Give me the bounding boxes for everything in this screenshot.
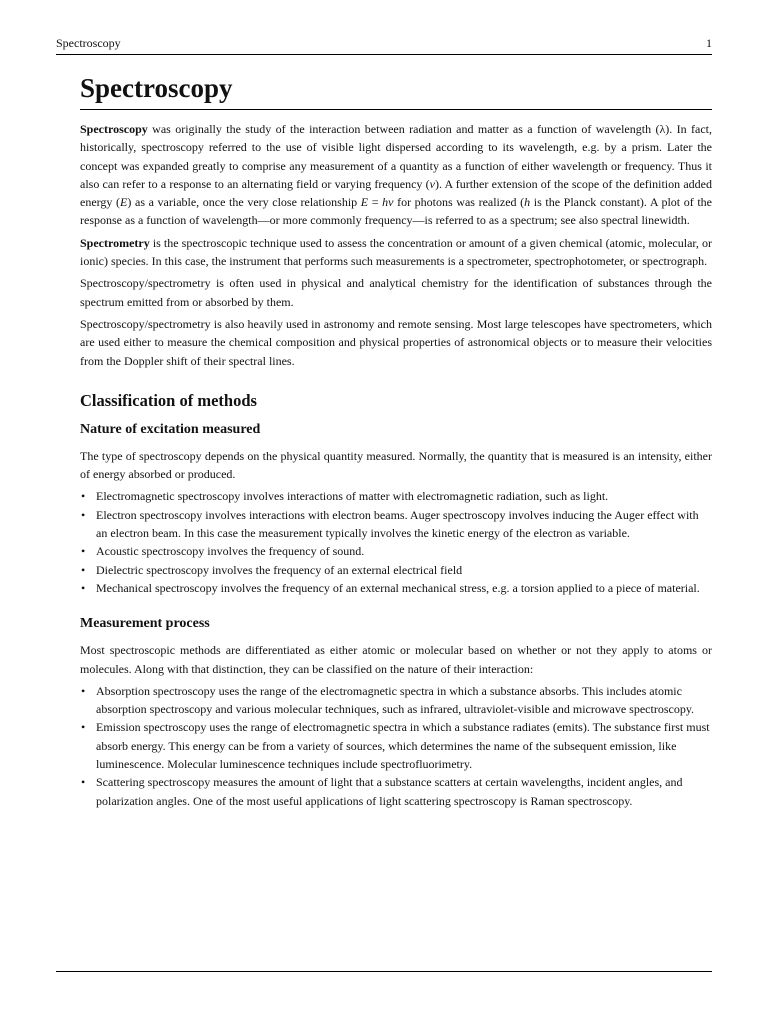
list-item: • Emission spectroscopy uses the range of electromagnetic spectra in which a substance radiates (emits). The substance first must absorb energy. This energy can be from a variety of sources, which determines the name of the subsequent emission, like luminescence. Molecular luminescence techniques include spectrofluorimetry. (81, 720, 710, 772)
page-title: Spectroscopy (80, 72, 712, 110)
excitation-list (80, 487, 712, 597)
list-item: • Electromagnetic spectroscopy involves interactions of matter with electromagnetic radiation, such as light. (80, 487, 712, 505)
intro-paragraph-2: Spectrometry is the spectroscopic technique used to assess the concentration or amount of a given chemical (atomic, molecular, or ionic) species. In this case, the instrument that performs such measurements is a spectrometer, spectrophotometer, or spectrograph. (80, 235, 712, 269)
header-rule (56, 54, 712, 55)
bullet-icon: • (81, 720, 86, 735)
intro-paragraph-3: Spectroscopy/spectrometry is often used in physical and analytical chemistry for the identification of substances through the spectrum emitted from or absorbed by them. (80, 276, 712, 309)
measurement-intro: Most spectroscopic methods are differentiated as either atomic or molecular based on whether or not they apply to atoms or molecules. Along with that distinction, they can be classified on the nature of their interaction: (80, 643, 712, 676)
excitation-intro: The type of spectroscopy depends on the physical quantity measured. Normally, the quantity that is measured is an intensity, either of energy absorbed or produced. (80, 448, 712, 482)
page-number: 1 (706, 36, 712, 50)
list-item: • Dielectric spectroscopy involves the frequency of an external electrical field (80, 561, 712, 579)
subsection-heading-excitation: Nature of excitation measured (80, 421, 261, 437)
bullet-icon: • (81, 489, 86, 504)
bullet-icon: • (81, 562, 86, 577)
running-title: Spectroscopy (56, 36, 121, 50)
article-body (80, 72, 712, 810)
list-item: • Electron spectroscopy involves interactions with electron beams. Auger spectroscopy involves inducing the Auger effect with an electron beam. In this case the measurement typically involves the kinetic energy of the electron as variable. (81, 507, 699, 541)
section-heading-classification: Classification of methods (80, 390, 257, 410)
term-spectrometry: Spectrometry (80, 235, 150, 250)
list-item: • Acoustic spectroscopy involves the frequency of sound. (80, 542, 712, 560)
term-spectroscopy: Spectroscopy (80, 122, 148, 136)
measurement-list (80, 682, 712, 810)
intro-paragraph-1: Spectroscopy was originally the study of the interaction between radiation and matter as a function of wavelength (λ). In fact, historically, spectroscopy referred to the use of visible light dispersed according to its wavelength, e.g. by a prism. Later the concept was expanded greatly to comprise any measurement of a quantity as a function of either wavelength or frequency. Thus it also can refer to a response to an alternating field or varying frequency (ν). A further extension of the scope of the definition added energy (E) as a variable, once the very close relationship E = hν for photons was realized (h is the Planck constant). A plot of the response as a function of wavelength—or more commonly frequency—is referred to as a spectrum; see also spectral linewidth. (80, 122, 713, 228)
intro-paragraph-4: Spectroscopy/spectrometry is also heavily used in astronomy and remote sensing. Most large telescopes have spectrometers, which are used either to measure the chemical composition and physical properties of astronomical objects or to measure their velocities from the Doppler shift of their spectral lines. (80, 316, 712, 368)
bullet-icon: • (81, 544, 86, 559)
bullet-icon: • (81, 775, 86, 790)
subsection-heading-measurement: Measurement process (80, 616, 210, 632)
running-header (56, 36, 712, 51)
list-item: • Absorption spectroscopy uses the range of the electromagnetic spectra in which a substance absorbs. This includes atomic absorption spectroscopy and various molecular techniques, such as infrared, ultraviolet-visible and microwave spectroscopy. (81, 683, 695, 717)
bullet-icon: • (81, 580, 86, 595)
list-item: • Mechanical spectroscopy involves the frequency of an external mechanical stress, e.g. a torsion applied to a piece of material. (80, 579, 712, 597)
footer-rule (56, 971, 712, 972)
list-item: • Scattering spectroscopy measures the amount of light that a substance scatters at certain wavelengths, incident angles, and polarization angles. One of the most useful applications of light scattering spectroscopy is Raman spectroscopy. (81, 775, 683, 808)
bullet-icon: • (81, 507, 86, 522)
bullet-icon: • (81, 683, 86, 698)
